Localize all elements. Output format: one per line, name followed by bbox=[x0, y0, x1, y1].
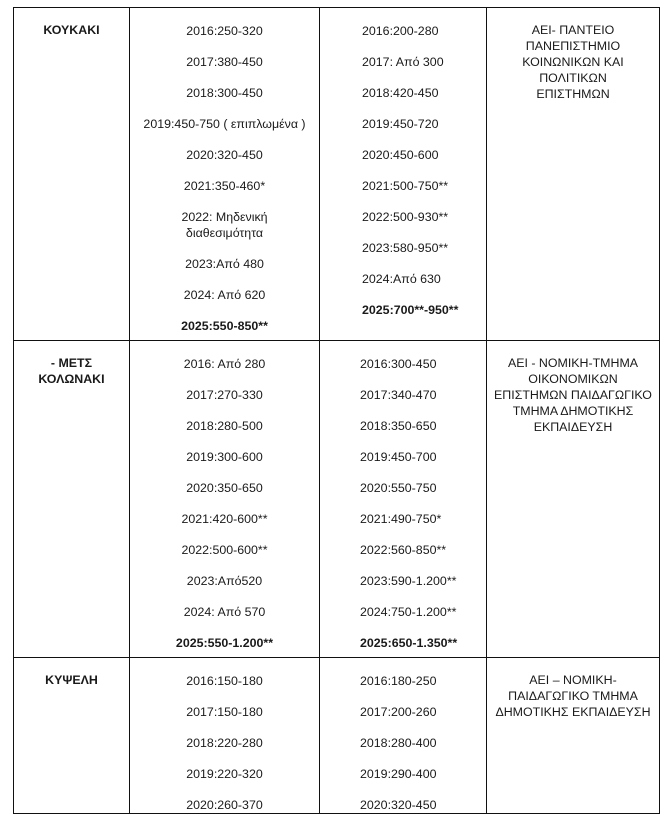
price-entry: 2018:280-500 bbox=[186, 419, 263, 433]
price-entry: 2020:260-370 bbox=[186, 798, 263, 812]
price-entry: 2017:340-470 bbox=[360, 388, 437, 402]
price-entry: 2022: Μηδενική διαθεσιμότητα bbox=[181, 210, 268, 240]
price-list-col3 bbox=[320, 658, 487, 814]
price-entry: 2016:250-320 bbox=[186, 24, 263, 38]
rent-table bbox=[13, 7, 660, 814]
area-name: - ΜΕΤΣ ΚΟΛΩΝΑΚΙ bbox=[14, 341, 130, 658]
table-row bbox=[14, 8, 660, 341]
price-entry: 2019:450-750 ( επιπλωμένα ) bbox=[143, 117, 306, 131]
price-entry: 2017:380-450 bbox=[186, 55, 263, 69]
nearby-universities: ΑΕΙ - ΝΟΜΙΚΗ-ΤΜΗΜΑ ΟΙΚΟΝΟΜΙΚΩΝ ΕΠΙΣΤΗΜΩΝ ΠΑΙΔΑΓΩΓΙΚΟ ΤΜΗΜΑ ΔΗΜΟΤΙΚΗΣ ΕΚΠΑΙΔΕΥΣΗ bbox=[487, 341, 660, 658]
price-entry: 2020:320-450 bbox=[186, 148, 263, 162]
price-entry: 2021:490-750* bbox=[360, 512, 442, 526]
price-list-col3 bbox=[320, 341, 487, 658]
price-entry: 2023:580-950** bbox=[362, 241, 449, 255]
price-entry: 2018:350-650 bbox=[360, 419, 437, 433]
price-entry: 2023:Από520 bbox=[186, 574, 263, 588]
price-entry: 2016:180-250 bbox=[360, 674, 437, 688]
price-entry: 2021:350-460* bbox=[183, 179, 266, 193]
price-entry: 2018:280-400 bbox=[360, 736, 437, 750]
price-entry: 2020:450-600 bbox=[362, 148, 439, 162]
price-entry: 2020:350-650 bbox=[186, 481, 263, 495]
price-entry: 2020:550-750 bbox=[360, 481, 437, 495]
nearby-universities: ΑΕΙ – ΝΟΜΙΚΗ- ΠΑΙΔΑΓΩΓΙΚΟ ΤΜΗΜΑ ΔΗΜΟΤΙΚΗΣ ΕΚΠΑΙΔΕΥΣΗ bbox=[487, 658, 660, 814]
price-entry: 2017:150-180 bbox=[186, 705, 263, 719]
price-entry: 2022:500-600** bbox=[181, 543, 268, 557]
price-entry: 2019:300-600 bbox=[186, 450, 263, 464]
nearby-universities: ΑΕΙ- ΠΑΝΤΕΙΟ ΠΑΝΕΠΙΣΤΗΜΙΟ ΚΟΙΝΩΝΙΚΩΝ ΚΑΙ ΠΟΛΙΤΙΚΩΝ ΕΠΙΣΤΗΜΩΝ bbox=[487, 8, 660, 341]
price-entry: 2019:290-400 bbox=[360, 767, 437, 781]
price-entry: 2024:Από 630 bbox=[362, 272, 441, 286]
price-entry: 2024: Από 620 bbox=[183, 288, 266, 302]
price-entry: 2022:500-930** bbox=[362, 210, 449, 224]
area-name: ΚΥΨΕΛΗ bbox=[14, 658, 130, 814]
price-entry: 2025:550-1.200** bbox=[175, 636, 274, 650]
price-list-col2 bbox=[130, 8, 320, 341]
price-entry: 2016: Από 280 bbox=[183, 357, 266, 371]
price-entry: 2023:590-1.200** bbox=[360, 574, 457, 588]
price-list-col2 bbox=[130, 341, 320, 658]
price-entry: 2024: Από 570 bbox=[183, 605, 266, 619]
price-entry: 2018:420-450 bbox=[362, 86, 439, 100]
table-row bbox=[14, 341, 660, 658]
price-entry: 2020:320-450 bbox=[360, 798, 437, 812]
price-entry: 2016:200-280 bbox=[362, 24, 439, 38]
price-entry: 2019:450-700 bbox=[360, 450, 437, 464]
price-entry: 2025:700**-950** bbox=[362, 303, 459, 317]
price-entry: 2025:550-850** bbox=[181, 319, 268, 333]
price-entry: 2022:560-850** bbox=[360, 543, 447, 557]
table-row bbox=[14, 658, 660, 814]
area-name: ΚΟΥΚΑΚΙ bbox=[14, 8, 130, 341]
price-entry: 2018:300-450 bbox=[186, 86, 263, 100]
price-entry: 2016:300-450 bbox=[360, 357, 437, 371]
price-list-col2 bbox=[130, 658, 320, 814]
price-list-col3 bbox=[320, 8, 487, 341]
price-entry: 2024:750-1.200** bbox=[360, 605, 457, 619]
price-entry: 2017: Από 300 bbox=[362, 55, 444, 69]
price-entry: 2017:270-330 bbox=[186, 388, 263, 402]
price-entry: 2019:450-720 bbox=[362, 117, 439, 131]
price-entry: 2021:500-750** bbox=[362, 179, 449, 193]
price-entry: 2023:Από 480 bbox=[185, 257, 264, 271]
price-entry: 2021:420-600** bbox=[181, 512, 268, 526]
price-entry: 2017:200-260 bbox=[360, 705, 437, 719]
price-entry: 2018:220-280 bbox=[186, 736, 263, 750]
price-entry: 2019:220-320 bbox=[186, 767, 263, 781]
price-entry: 2025:650-1.350** bbox=[360, 636, 458, 650]
price-entry: 2016:150-180 bbox=[186, 674, 263, 688]
